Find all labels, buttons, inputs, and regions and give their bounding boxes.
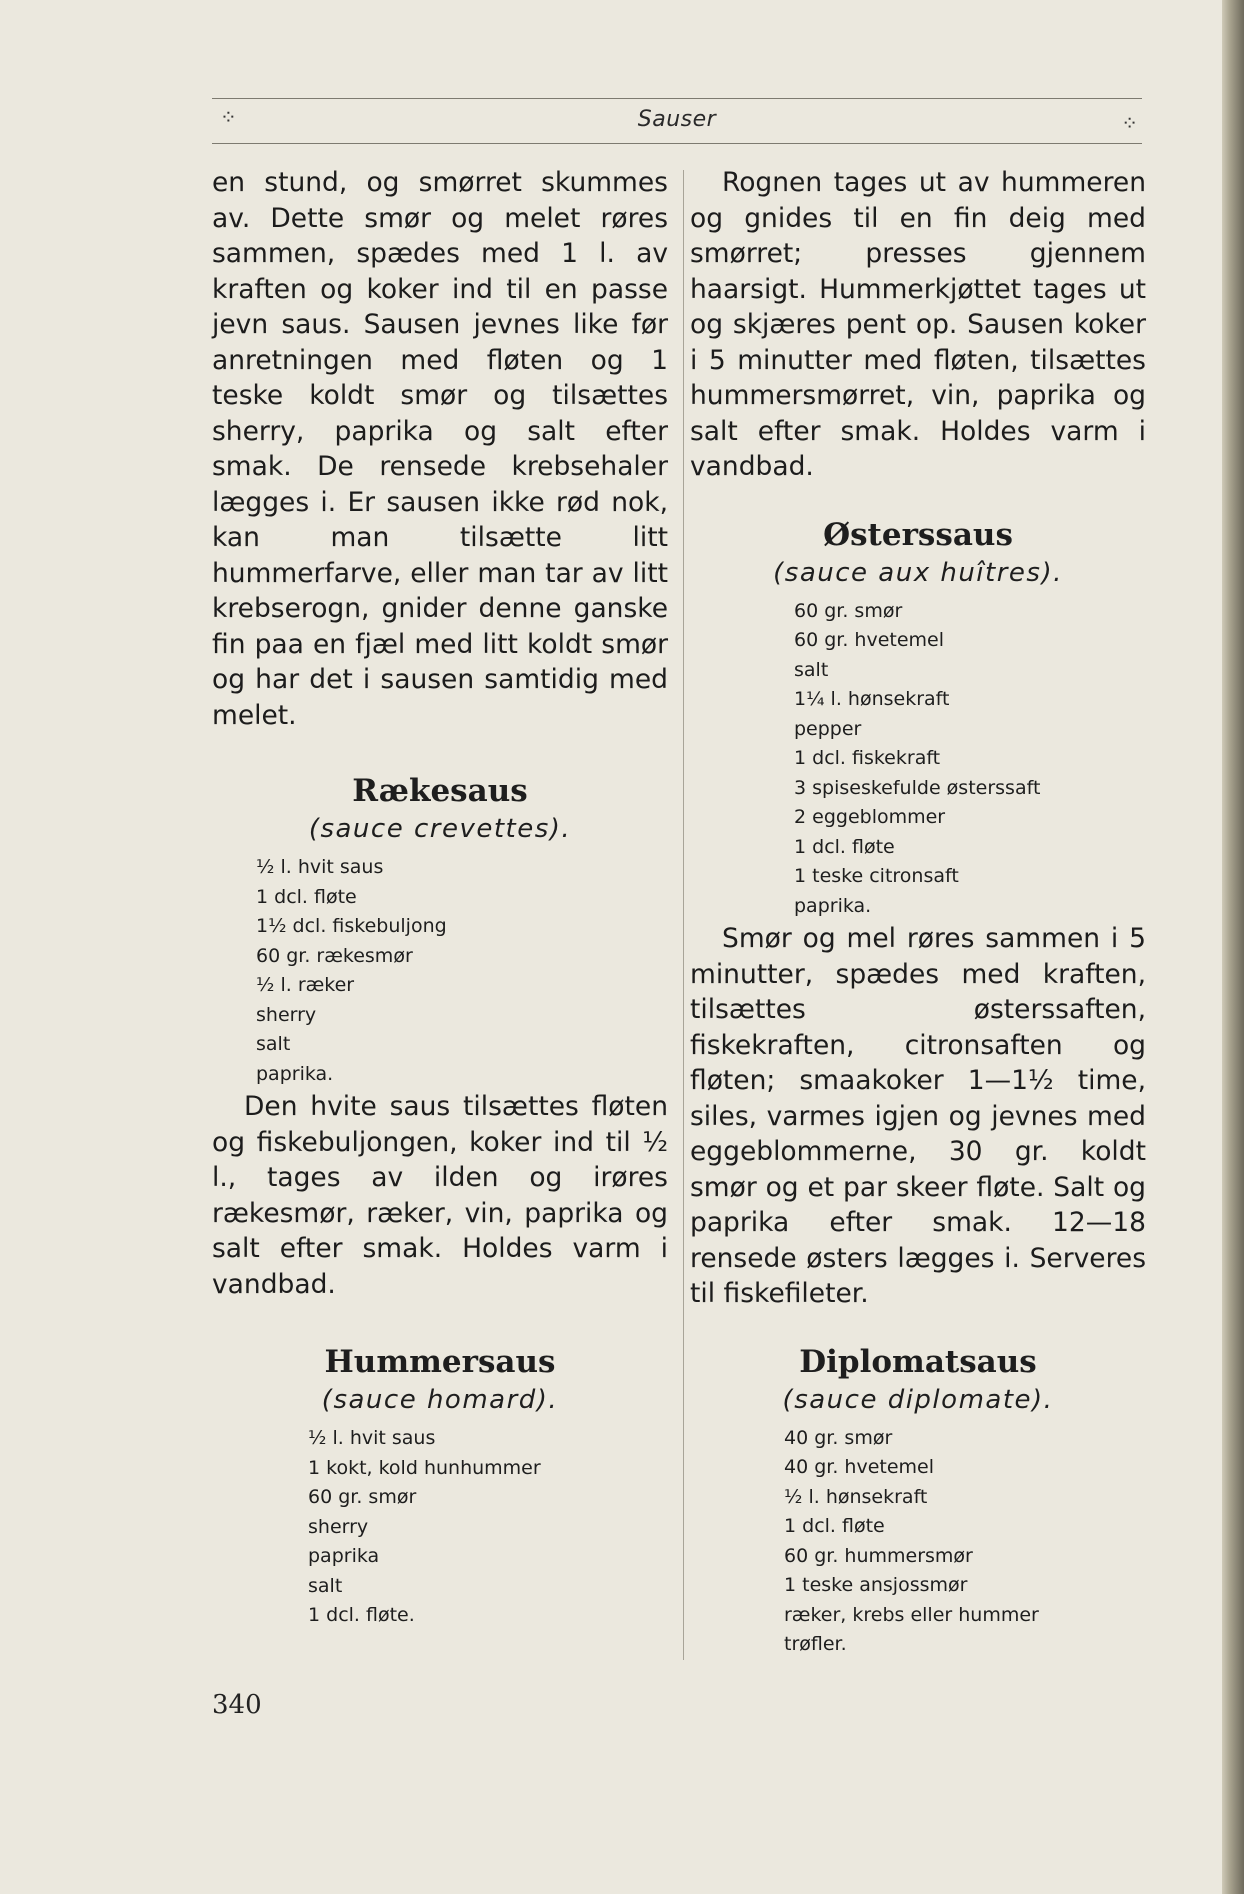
- ingredient: 60 gr. hummersmør: [784, 1544, 973, 1567]
- running-header: [212, 98, 1142, 144]
- ingredient: 2 eggeblommer: [794, 806, 946, 828]
- ingredient: salt: [794, 658, 829, 681]
- ingredient: 1 teske ansjossmør: [784, 1574, 968, 1596]
- ingredient: ½ l. ræker: [256, 974, 355, 996]
- ingredient: 60 gr. hvetemel: [794, 629, 945, 651]
- ingredient: 1 kokt, kold hunhummer: [308, 1456, 541, 1479]
- ingredient: pepper: [794, 717, 862, 740]
- ingredient: 1 dcl. fløte: [794, 835, 895, 858]
- ornament-left-icon: ⁘: [220, 105, 237, 129]
- ingredient-list: [308, 1424, 668, 1631]
- running-title: Sauser: [637, 107, 717, 132]
- ingredient: ræker, krebs eller hummer: [784, 1603, 1039, 1626]
- ingredient: 1½ dcl. fiskebuljong: [256, 915, 447, 937]
- recipe-subheading: (sauce diplomate).: [782, 1384, 1054, 1415]
- ingredient: salt: [256, 1033, 291, 1055]
- ingredient: 60 gr. smør: [308, 1486, 417, 1508]
- ingredient: ½ l. hønsekraft: [784, 1485, 928, 1508]
- ingredient: trøfler.: [784, 1633, 847, 1655]
- ingredient: 3 spiseskefulde østerssaft: [794, 776, 1041, 799]
- ingredient: 1 dcl. fløte.: [308, 1604, 415, 1626]
- ingredient: 40 gr. hvetemel: [784, 1456, 935, 1478]
- ingredient: paprika.: [794, 894, 872, 917]
- recipe-heading: Diplomatsaus: [799, 1343, 1037, 1380]
- left-column: [212, 165, 668, 1631]
- ingredient: 1 teske citronsaft: [794, 865, 959, 887]
- ingredient: paprika.: [256, 1062, 334, 1085]
- ingredient: 1¼ l. hønsekraft: [794, 688, 950, 710]
- recipe-subheading: (sauce homard).: [321, 1385, 559, 1415]
- page-edge: [1222, 0, 1244, 1894]
- recipe-heading: Østerssaus: [823, 516, 1013, 553]
- column-divider: [683, 170, 684, 1660]
- ingredient: 60 gr. smør: [794, 599, 903, 622]
- right-column: [690, 165, 1146, 1660]
- recipe-heading: Rækesaus: [352, 773, 528, 809]
- ingredient-list: [256, 853, 668, 1089]
- recipe-method: Den hvite saus tilsættes fløten og fiskebuljongen, koker ind til ½ l., tages av ilden og irøres rækesmør, ræker, vin, paprika og salt efter smak. Holdes varm i vandbad.: [212, 1091, 668, 1300]
- recipe-subheading: (sauce crevettes).: [308, 814, 572, 844]
- ingredient: 1 dcl. fløte: [256, 885, 357, 908]
- ornament-right-icon: ⁘: [1121, 111, 1138, 135]
- ingredient-list: [784, 1424, 1146, 1660]
- ingredient: 1 dcl. fløte: [784, 1515, 885, 1537]
- recipe-method: Smør og mel røres sammen i 5 minutter, spædes med kraften, tilsættes østerssaften, fiskekraften, citronsaften og fløten; smaakoker 1—1½ time, siles, varmes igjen og jevnes med eggeblommerne, 30 gr. koldt smør og et par skeer fløte. Salt og paprika efter smak. 12—18 rensede østers lægges i. Serveres til fiskefileter.: [690, 923, 1146, 1309]
- page-number: 340: [212, 1690, 262, 1720]
- continuation-paragraph: en stund, og smørret skummes av. Dette smør og melet røres sammen, spædes med 1 l. av kraften og koker ind til en passe jevn saus. Sausen jevnes like før anretningen med fløten og 1 teske koldt smør og tilsættes sherry, paprika og salt efter smak. De rensede krebsehaler lægges i. Er sausen ikke rød nok, kan man tilsætte litt hummerfarve, eller man tar av litt krebserogn, gnider denne ganske fin paa en fjæl med litt koldt smør og har det i sausen samtidig med melet.: [212, 167, 668, 731]
- ingredient: ½ l. hvit saus: [256, 856, 384, 878]
- recipe-method: Rognen tages ut av hummeren og gnides til en fin deig med smørret; presses gjennem haarsigt. Hummerkjøttet tages ut og skjæres pent op. Sausen koker i 5 minutter med fløten, tilsættes hummersmørret, vin, paprika og salt efter smak. Holdes varm i vandbad.: [690, 167, 1146, 482]
- ingredient: ½ l. hvit saus: [308, 1427, 436, 1449]
- ingredient: salt: [308, 1574, 343, 1597]
- recipe-subheading: (sauce aux huîtres).: [773, 557, 1063, 588]
- recipe-heading: Hummersaus: [324, 1344, 556, 1380]
- ingredient: paprika: [308, 1545, 380, 1567]
- ingredient: 1 dcl. fiskekraft: [794, 747, 941, 769]
- ingredient: sherry: [308, 1515, 369, 1538]
- ingredient: 60 gr. rækesmør: [256, 944, 413, 967]
- ingredient-list: [794, 597, 1146, 922]
- ingredient: sherry: [256, 1003, 317, 1026]
- ingredient: 40 gr. smør: [784, 1426, 893, 1449]
